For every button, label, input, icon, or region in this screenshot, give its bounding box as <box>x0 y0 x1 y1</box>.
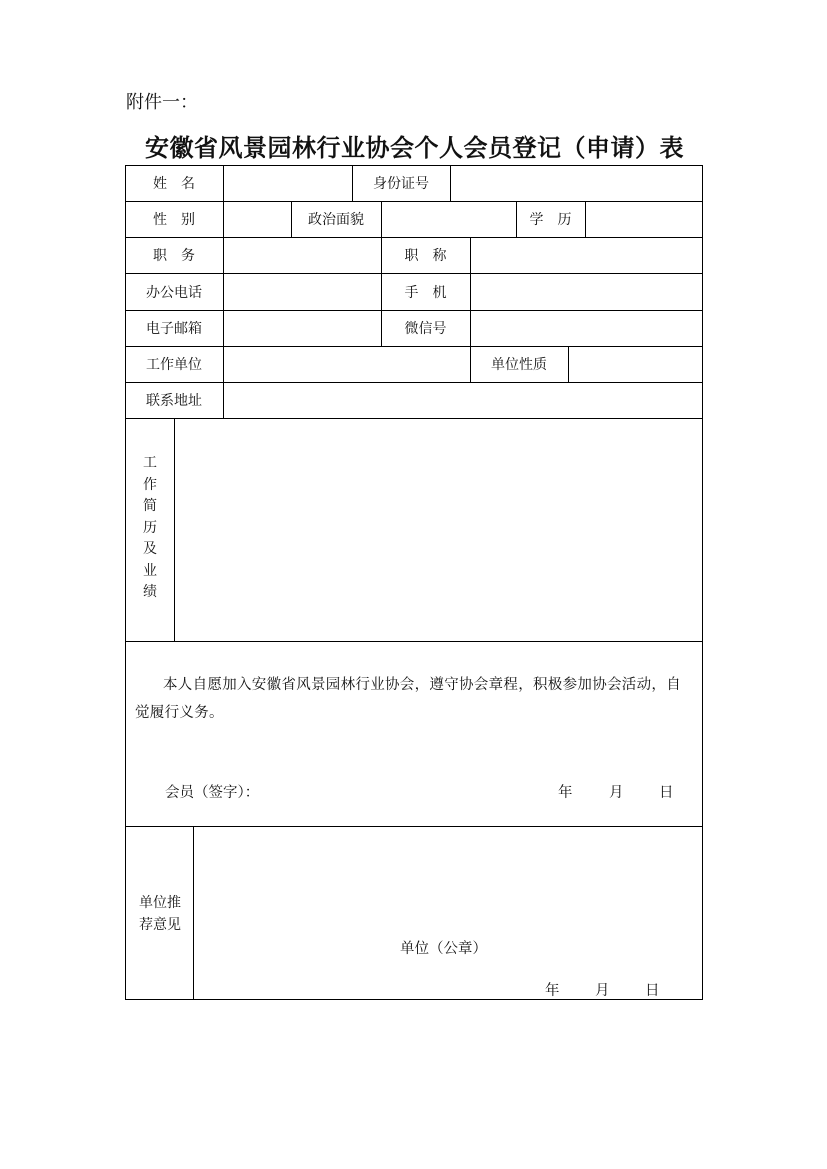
address-field[interactable] <box>223 382 703 418</box>
seal-label: 单位（公章） <box>400 941 487 957</box>
wechat-field[interactable] <box>470 310 703 346</box>
recommendation-month-label: 月 <box>595 983 610 999</box>
declaration-section <box>125 641 703 826</box>
label-education: 学 历 <box>529 212 572 228</box>
label-office-phone: 办公电话 <box>146 284 202 301</box>
resume-field[interactable] <box>175 419 702 640</box>
employer-type-field[interactable] <box>568 346 703 382</box>
label-name: 姓 名 <box>153 176 195 192</box>
declaration-month-label: 月 <box>609 785 624 801</box>
employer-field[interactable] <box>223 346 470 382</box>
resume-label-char: 简 <box>143 498 157 514</box>
label-wechat: 微信号 <box>404 321 447 337</box>
office-phone-field[interactable] <box>223 273 381 310</box>
resume-label-char: 及 <box>143 541 157 557</box>
resume-label-char: 业 <box>143 562 157 579</box>
label-employer: 工作单位 <box>146 357 202 373</box>
title-field[interactable] <box>470 237 703 273</box>
recommendation-label-line: 荐意见 <box>139 917 181 933</box>
label-position: 职 务 <box>153 248 195 264</box>
label-political-status: 政治面貌 <box>308 212 364 228</box>
label-email: 电子邮箱 <box>146 321 202 337</box>
declaration-day-label: 日 <box>659 785 674 801</box>
declaration-year-label: 年 <box>558 785 573 801</box>
signature-label: 会员（签字）： <box>165 785 260 801</box>
resume-label-char: 历 <box>143 519 157 536</box>
recommendation-field[interactable] <box>194 827 702 999</box>
name-field[interactable] <box>223 165 352 201</box>
position-field[interactable] <box>223 237 381 273</box>
resume-label-char: 作 <box>143 476 157 493</box>
label-gender: 性 别 <box>153 212 195 228</box>
education-field[interactable] <box>585 201 703 237</box>
label-mobile: 手 机 <box>404 284 447 301</box>
political-status-field[interactable] <box>381 201 516 237</box>
declaration-text: 本人自愿加入安徽省风景园林行业协会，遵守协会章程，积极参加协会活动，自觉履行义务。 <box>135 677 681 721</box>
recommendation-label-line: 单位推 <box>139 895 181 911</box>
form-title: 安徽省风景园林行业协会个人会员登记（申请）表 <box>145 133 684 162</box>
email-field[interactable] <box>223 310 381 346</box>
id-number-field[interactable] <box>450 165 703 201</box>
resume-label-char: 工 <box>143 455 157 471</box>
recommendation-label <box>129 892 191 936</box>
mobile-field[interactable] <box>470 273 703 310</box>
recommendation-day-label: 日 <box>645 983 660 999</box>
signature-field[interactable] <box>275 777 525 803</box>
resume-label-char: 绩 <box>143 584 157 600</box>
resume-label <box>140 453 160 604</box>
recommendation-year-label: 年 <box>545 983 560 999</box>
label-address: 联系地址 <box>146 393 202 409</box>
registration-form <box>125 165 703 1000</box>
label-title: 职 称 <box>404 248 447 264</box>
gender-field[interactable] <box>223 201 291 237</box>
label-id-number: 身份证号 <box>373 176 429 192</box>
attachment-label: 附件一： <box>126 92 198 113</box>
label-employer-type: 单位性质 <box>491 357 547 373</box>
